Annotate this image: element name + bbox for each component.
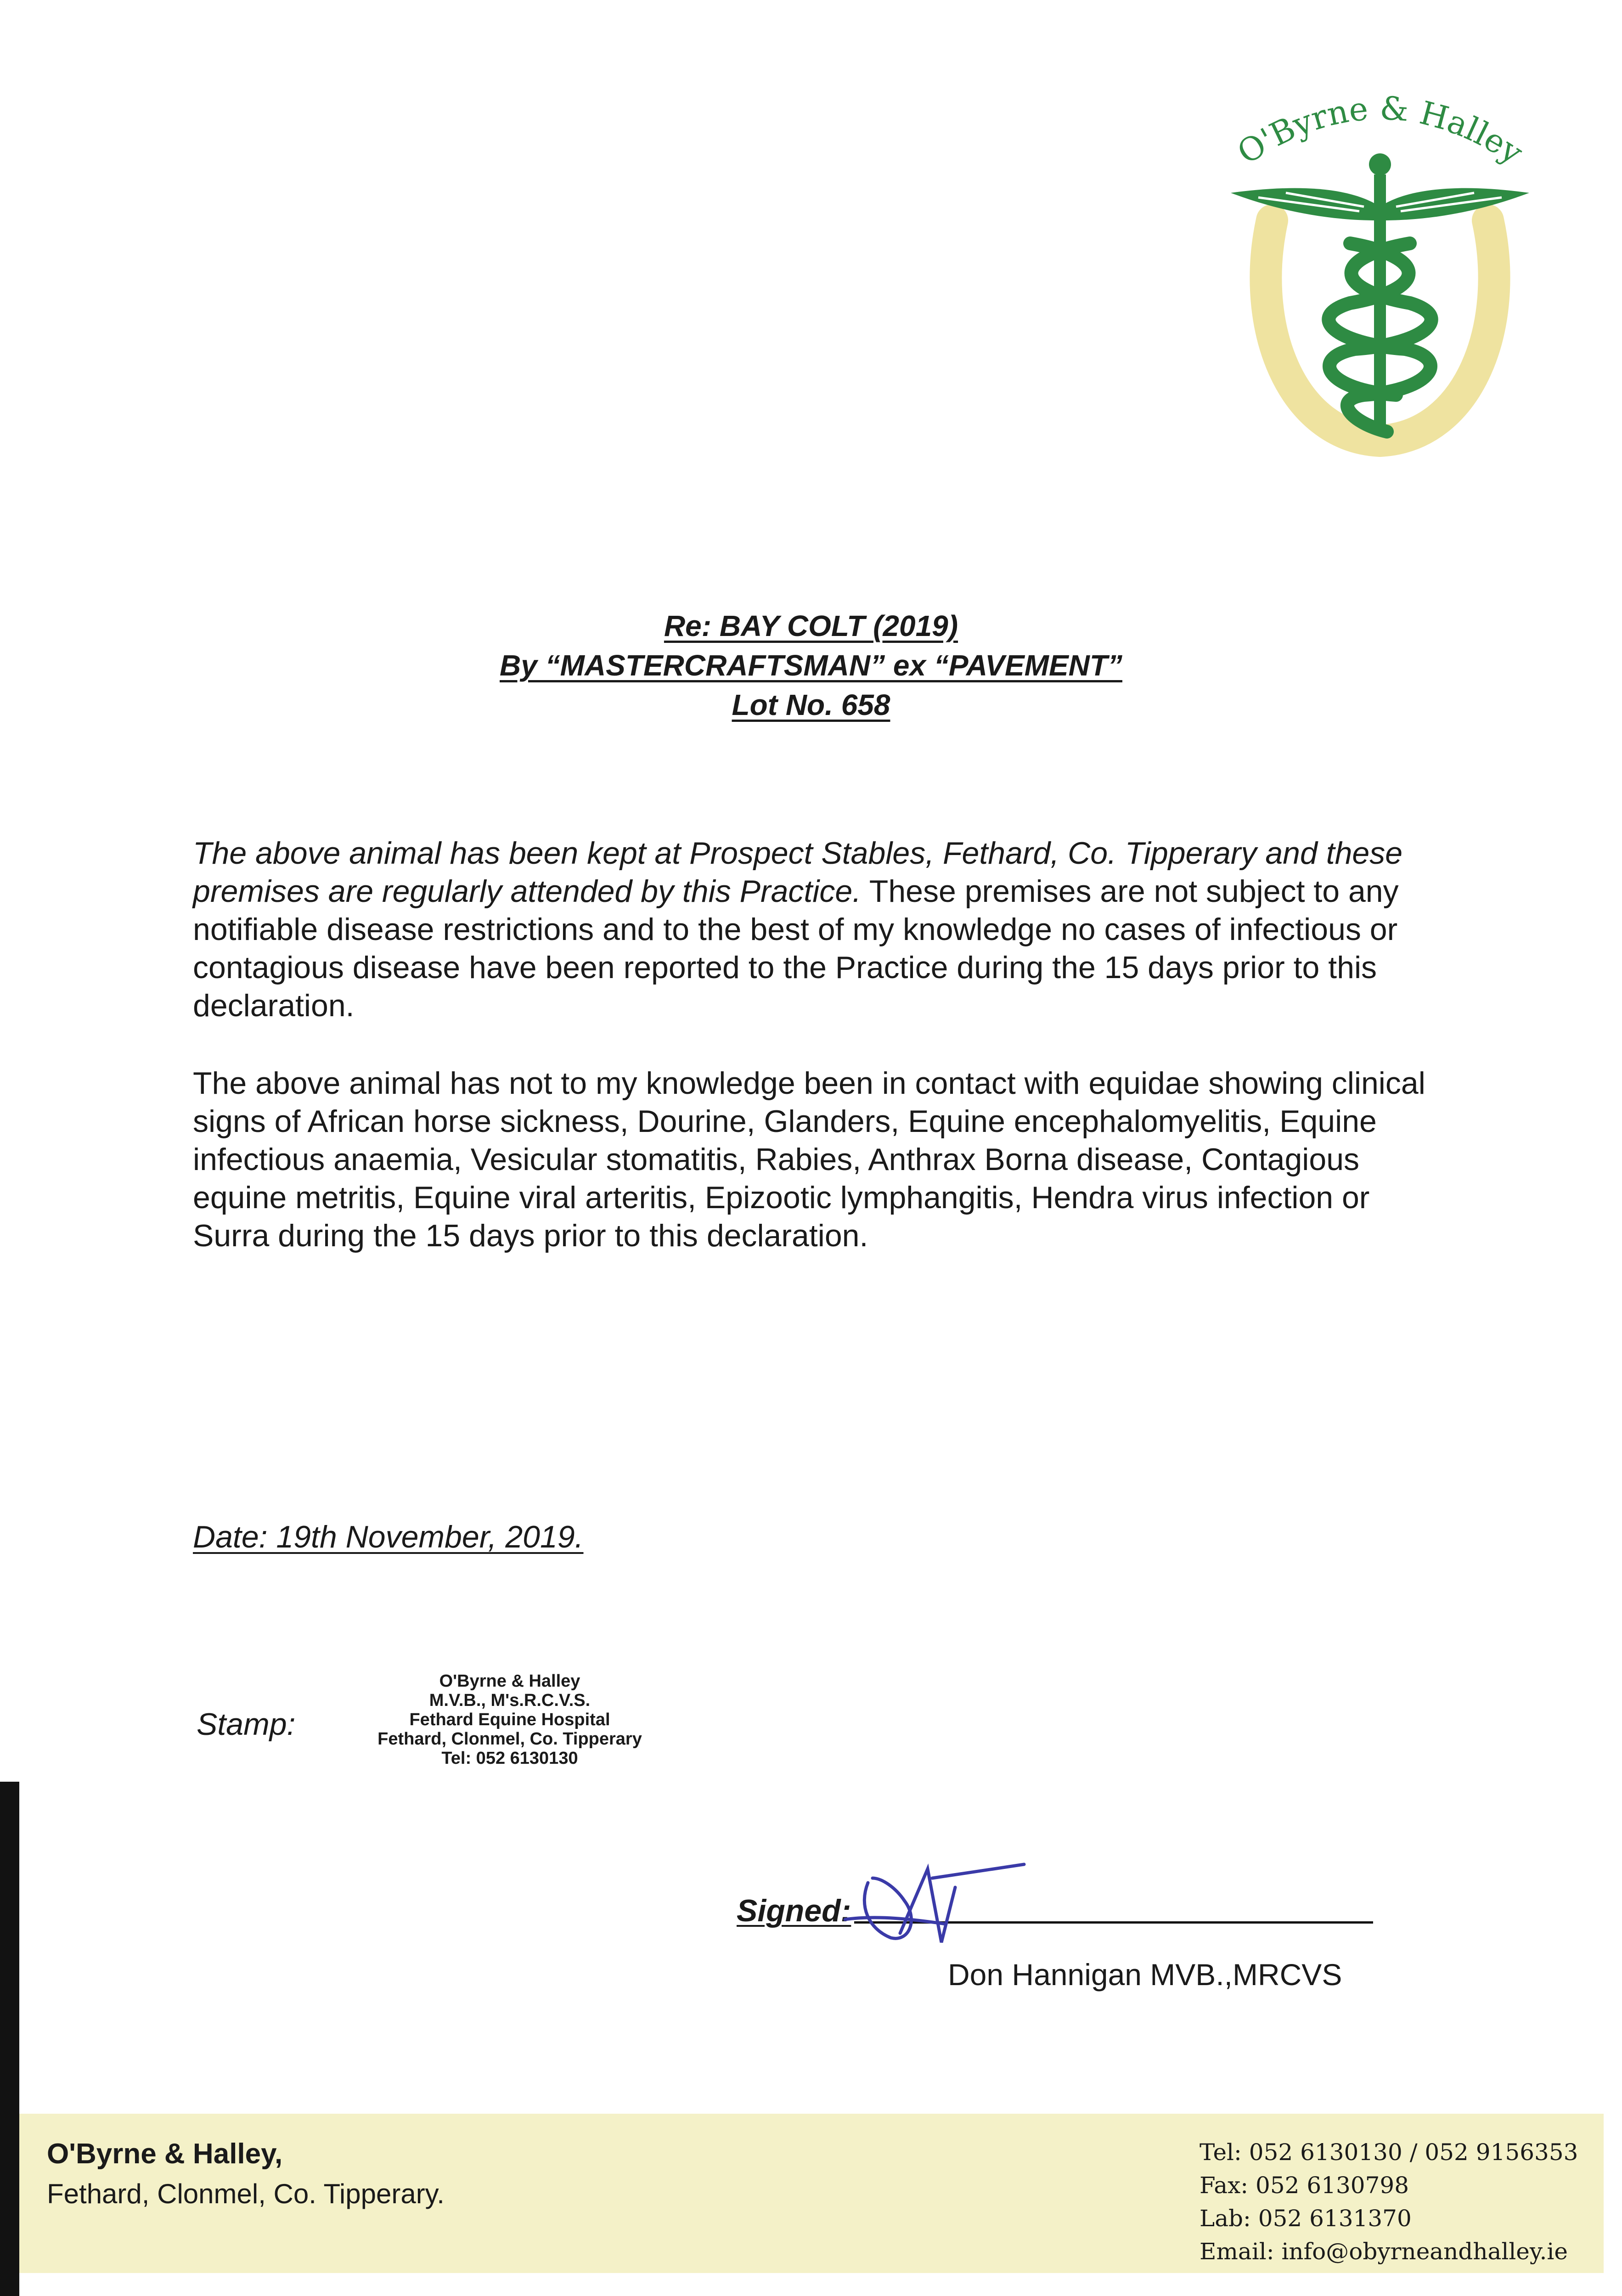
stamp-label: Stamp: — [197, 1707, 296, 1742]
logo-lettering: O'Byrne & Halley — [1231, 89, 1530, 172]
heading-subject: Re: BAY COLT (2019) — [664, 609, 958, 642]
letterhead-footer — [19, 2114, 1604, 2273]
heading-breeding: By “MASTERCRAFTSMAN” ex “PAVEMENT” — [500, 649, 1122, 682]
signer-name: Don Hannigan MVB.,MRCVS — [948, 1958, 1342, 1992]
stamp-line: Tel: 052 6130130 — [441, 1749, 578, 1768]
scan-edge — [0, 1782, 19, 2296]
handwritten-signature — [840, 1851, 1042, 1956]
signed-label: Signed: — [737, 1893, 851, 1928]
footer-address: Fethard, Clonmel, Co. Tipperary. — [47, 2178, 445, 2209]
heading-lot: Lot No. 658 — [732, 688, 890, 721]
paragraph-premises-italic: The above animal has been kept at Prospect Stables, Fethard, Co. Tipperary and these premises are regularly attended by this Practice. — [193, 836, 1403, 909]
stamp-line: Fethard Equine Hospital — [409, 1710, 610, 1729]
footer-fax: Fax: 052 6130798 — [1200, 2172, 1409, 2199]
paragraph-premises-regular: These premises are not subject to any notifiable disease restrictions and to the best of my knowledge no cases of infectious or contagious disease have been reported to the Practice during the 15 days prior to this declaration. — [193, 874, 1399, 1023]
stamp-line: M.V.B., M's.R.C.V.S. — [429, 1691, 591, 1710]
caduceus-horseshoe-icon — [1212, 69, 1548, 464]
stamp-line: Fethard, Clonmel, Co. Tipperary — [377, 1729, 642, 1749]
declaration-date: Date: 19th November, 2019. — [193, 1519, 584, 1554]
document-heading — [0, 606, 1622, 725]
footer-email[interactable]: Email: info@obyrneandhalley.ie — [1200, 2238, 1568, 2265]
stamp-line: O'Byrne & Halley — [439, 1671, 580, 1691]
footer-lab: Lab: 052 6131370 — [1200, 2205, 1412, 2232]
footer-tel: Tel: 052 6130130 / 052 9156353 — [1200, 2139, 1578, 2166]
practice-logo — [1212, 69, 1548, 464]
paragraph-premises — [193, 834, 1442, 1025]
footer-practice-name: O'Byrne & Halley, — [47, 2138, 283, 2170]
practice-stamp — [358, 1671, 661, 1768]
footer-contact — [1200, 2136, 1578, 2268]
paragraph-disease-contact: The above animal has not to my knowledge been in contact with equidae showing clinical signs of African horse sickness, Dourine, Glanders, Equine encephalomyelitis, Equine infectious anaemia, Vesicular stomatitis, Rabies, Anthrax Borna disease, Contagious equine metritis, Equine viral arteritis, Epizootic lymphangitis, Hendra virus infection or Surra during the 15 days prior to this declaration. — [193, 1066, 1425, 1253]
